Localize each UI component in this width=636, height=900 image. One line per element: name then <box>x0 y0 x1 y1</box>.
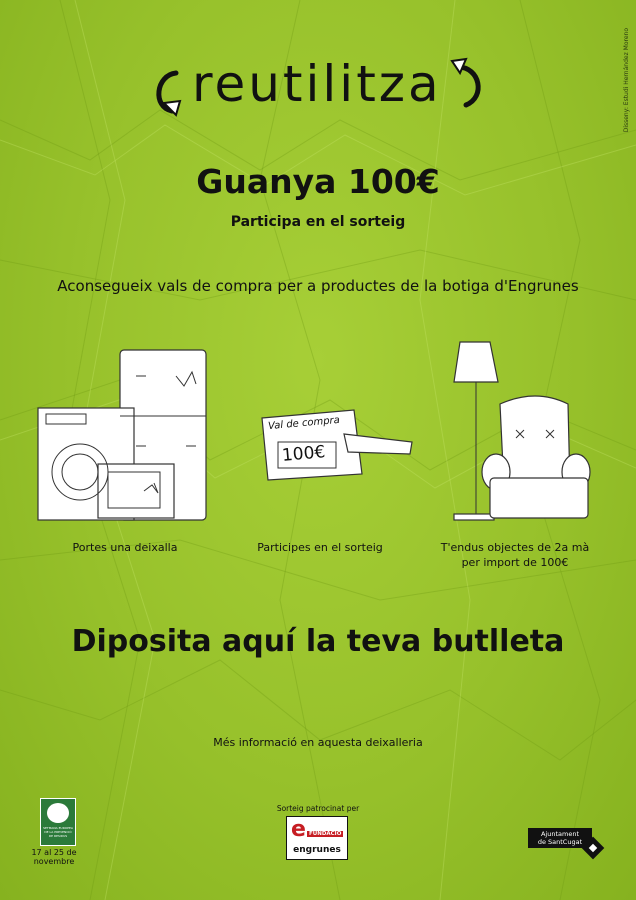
campaign-dates <box>18 848 90 866</box>
sponsor-logo-bottom: engrunes <box>293 845 341 855</box>
voucher-amount: 100€ <box>281 442 327 466</box>
headline: Guanya 100€ <box>196 162 440 201</box>
week-logo-line2: DE LA PREVENCIÓ <box>44 830 72 834</box>
call-to-action: Diposita aquí la teva butlleta <box>71 624 565 659</box>
logo-word: reutilitza <box>192 55 442 113</box>
engrunes-e-mark: e <box>291 817 306 842</box>
step-3-caption <box>420 540 610 570</box>
week-logo-line3: DE RESIDUS <box>48 834 68 838</box>
dates-line2: novembre <box>33 857 75 866</box>
week-logo-line1: SETMANA EUROPEA <box>43 826 73 830</box>
furniture-icon <box>450 338 600 524</box>
reutilitza-logo <box>150 55 490 125</box>
sponsor-logo-top: FUNDACIÓ <box>309 831 342 837</box>
more-info-text: Més informació en aquesta deixalleria <box>213 736 423 749</box>
design-credit: Disseny: Estudi Hernández Moreno <box>623 28 630 133</box>
subheadline: Participa en el sorteig <box>230 214 406 230</box>
engrunes-logo <box>286 816 348 860</box>
intro-text: Aconsegueix vals de compra per a productes de la botiga d'Engrunes <box>57 277 579 295</box>
voucher-label: Val de compra <box>267 414 341 433</box>
step-1-caption: Portes una deixalla <box>72 541 178 554</box>
step-2-caption: Participes en el sorteig <box>257 541 383 554</box>
dates-line1: 17 al 25 de <box>31 848 77 857</box>
council-line2: de SantCugat <box>537 838 583 846</box>
step-3-caption-line1: T'endus objectes de 2a mà <box>440 541 590 554</box>
appliances-icon <box>36 346 216 526</box>
council-line1: Ajuntament <box>540 830 580 838</box>
council-logo <box>528 828 592 848</box>
step-3-caption-line2: per import de 100€ <box>461 556 569 569</box>
recycle-arrow-right-icon <box>450 57 490 111</box>
sponsor-label: Sorteig patrocinat per <box>276 804 360 813</box>
recycle-arrow-left-icon <box>150 67 184 121</box>
